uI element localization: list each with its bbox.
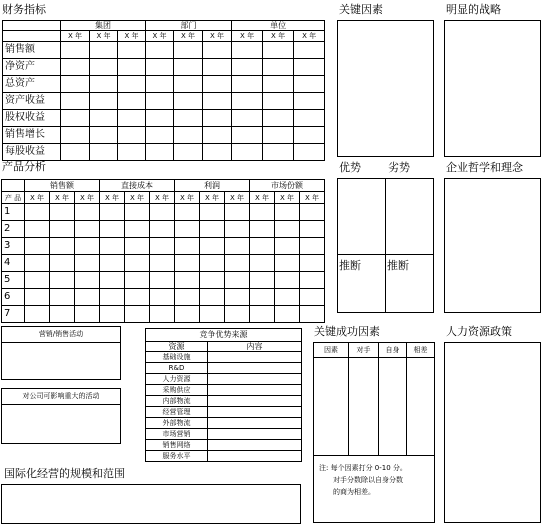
product-cell[interactable] xyxy=(175,306,200,323)
product-cell[interactable] xyxy=(300,221,325,238)
financial-year-header: X 年 xyxy=(174,31,203,42)
philosophy-box[interactable] xyxy=(444,178,541,313)
product-cell[interactable] xyxy=(25,306,50,323)
product-year-header: X 年 xyxy=(300,192,325,204)
hr-title: 人力资源政策 xyxy=(446,325,512,338)
product-cell[interactable] xyxy=(250,221,275,238)
financial-cell[interactable] xyxy=(146,59,174,76)
financial-group-header: 集团 xyxy=(61,21,146,31)
competitive-row xyxy=(146,352,302,363)
ksf-note-1: 注: 每个因素打分 0-10 分。 xyxy=(319,464,407,472)
financial-year-header: X 年 xyxy=(146,31,174,42)
ksf-divider-1 xyxy=(348,343,349,455)
financial-cell[interactable] xyxy=(232,76,263,93)
financial-row-label: 每股收益 xyxy=(3,144,61,161)
product-row-label: 4 xyxy=(2,255,25,272)
product-cell[interactable] xyxy=(225,221,250,238)
product-cell[interactable] xyxy=(75,272,100,289)
product-cell[interactable] xyxy=(175,272,200,289)
competitive-row xyxy=(146,418,302,429)
product-cell[interactable] xyxy=(100,306,125,323)
product-group-header: 市场份额 xyxy=(250,180,325,192)
competitive-resource: 销售网络 xyxy=(146,440,208,451)
financial-cell[interactable] xyxy=(203,127,232,144)
product-cell[interactable] xyxy=(75,238,100,255)
financial-cell[interactable] xyxy=(61,110,90,127)
product-year-header: X 年 xyxy=(250,192,275,204)
financial-cell[interactable] xyxy=(263,59,294,76)
product-cell[interactable] xyxy=(100,221,125,238)
product-cell[interactable] xyxy=(25,238,50,255)
ksf-divider-3 xyxy=(406,343,407,455)
financial-cell[interactable] xyxy=(294,59,325,76)
product-cell[interactable] xyxy=(125,238,150,255)
financial-cell[interactable] xyxy=(203,110,232,127)
financial-cell[interactable] xyxy=(90,42,118,59)
product-cell[interactable] xyxy=(100,289,125,306)
key-factors-title: 关键因素 xyxy=(339,3,383,16)
financial-year-header: X 年 xyxy=(203,31,232,42)
product-row-label: 6 xyxy=(2,289,25,306)
financial-group-header: 部门 xyxy=(146,21,232,31)
marketing-title: 营销/销售活动 xyxy=(38,330,84,338)
ksf-note-2: 对手分数除以自身分数 xyxy=(333,476,403,484)
strategy-title: 明显的战略 xyxy=(446,3,501,16)
activities-title: 对公司可影响重大的活动 xyxy=(22,392,100,400)
product-cell[interactable] xyxy=(100,272,125,289)
ksf-col-diff: 相差 xyxy=(413,346,428,354)
competitive-resource: 服务水平 xyxy=(146,451,208,462)
product-cell[interactable] xyxy=(225,238,250,255)
financial-cell[interactable] xyxy=(294,42,325,59)
financial-row-label: 总资产 xyxy=(3,76,61,93)
product-cell[interactable] xyxy=(225,255,250,272)
competitive-row xyxy=(146,363,302,374)
financial-cell[interactable] xyxy=(118,127,146,144)
weakness-title: 劣势 xyxy=(388,161,410,174)
financial-row-label: 资产收益 xyxy=(3,93,61,110)
competitive-resource: R&D xyxy=(146,363,208,374)
product-year-header: X 年 xyxy=(200,192,225,204)
financial-cell[interactable] xyxy=(263,127,294,144)
product-cell[interactable] xyxy=(300,204,325,221)
product-cell[interactable] xyxy=(50,289,75,306)
competitive-row xyxy=(146,451,302,462)
product-row xyxy=(2,238,325,255)
product-cell[interactable] xyxy=(25,221,50,238)
financial-cell[interactable] xyxy=(118,93,146,110)
product-cell[interactable] xyxy=(275,255,300,272)
product-cell[interactable] xyxy=(125,272,150,289)
financial-cell[interactable] xyxy=(61,144,90,161)
product-group-header: 销售额 xyxy=(25,180,100,192)
product-cell[interactable] xyxy=(50,272,75,289)
product-cell[interactable] xyxy=(200,221,225,238)
financial-year-header: X 年 xyxy=(118,31,146,42)
competitive-content-cell[interactable] xyxy=(208,418,302,429)
competitive-content-cell[interactable] xyxy=(208,429,302,440)
product-cell[interactable] xyxy=(75,255,100,272)
product-row xyxy=(2,289,325,306)
product-cell[interactable] xyxy=(50,255,75,272)
swot-box xyxy=(337,178,434,313)
ksf-note-3: 的商为相差。 xyxy=(333,488,375,496)
ksf-col-factor: 因素 xyxy=(324,346,338,354)
financial-cell[interactable] xyxy=(146,93,174,110)
swot-vertical-divider xyxy=(385,179,386,312)
financial-cell[interactable] xyxy=(294,144,325,161)
financial-year-header: X 年 xyxy=(294,31,325,42)
financial-cell[interactable] xyxy=(146,144,174,161)
financial-cell[interactable] xyxy=(90,93,118,110)
competitive-row xyxy=(146,385,302,396)
product-year-header: X 年 xyxy=(75,192,100,204)
competitive-content-cell[interactable] xyxy=(208,385,302,396)
financial-cell[interactable] xyxy=(174,127,203,144)
financial-cell[interactable] xyxy=(118,76,146,93)
product-cell[interactable] xyxy=(25,272,50,289)
financial-cell[interactable] xyxy=(146,76,174,93)
competitive-table xyxy=(145,328,302,462)
product-cell[interactable] xyxy=(225,272,250,289)
financial-cell[interactable] xyxy=(203,59,232,76)
product-cell[interactable] xyxy=(275,272,300,289)
product-cell[interactable] xyxy=(250,204,275,221)
product-cell[interactable] xyxy=(200,255,225,272)
product-row xyxy=(2,204,325,221)
financial-cell[interactable] xyxy=(174,110,203,127)
product-year-header: X 年 xyxy=(25,192,50,204)
competitive-content-cell[interactable] xyxy=(208,374,302,385)
financial-cell[interactable] xyxy=(90,76,118,93)
financial-corner xyxy=(3,21,61,31)
financial-cell[interactable] xyxy=(203,76,232,93)
product-cell[interactable] xyxy=(225,306,250,323)
financial-cell[interactable] xyxy=(174,76,203,93)
inference-label-2: 推断 xyxy=(387,259,409,272)
product-cell[interactable] xyxy=(275,289,300,306)
activities-box[interactable] xyxy=(1,388,121,444)
competitive-content-cell[interactable] xyxy=(208,440,302,451)
product-cell[interactable] xyxy=(150,255,175,272)
financial-cell[interactable] xyxy=(174,42,203,59)
product-row-label: 5 xyxy=(2,272,25,289)
product-cell[interactable] xyxy=(200,204,225,221)
product-year-header: X 年 xyxy=(125,192,150,204)
product-cell[interactable] xyxy=(125,221,150,238)
ksf-title: 关键成功因素 xyxy=(314,325,380,338)
product-cell[interactable] xyxy=(175,204,200,221)
product-cell[interactable] xyxy=(175,255,200,272)
product-year-header: X 年 xyxy=(50,192,75,204)
product-cell[interactable] xyxy=(100,255,125,272)
product-group-header: 利润 xyxy=(175,180,250,192)
product-cell[interactable] xyxy=(250,306,275,323)
intl-title: 国际化经营的规模和范围 xyxy=(4,467,125,480)
product-cell[interactable] xyxy=(150,204,175,221)
product-cell[interactable] xyxy=(300,289,325,306)
product-cell[interactable] xyxy=(225,204,250,221)
product-cell[interactable] xyxy=(100,238,125,255)
product-cell[interactable] xyxy=(225,289,250,306)
product-cell[interactable] xyxy=(50,204,75,221)
financial-group-header: 单位 xyxy=(232,21,325,31)
financial-row-label: 股权收益 xyxy=(3,110,61,127)
ksf-divider-2 xyxy=(378,343,379,455)
financial-title: 财务指标 xyxy=(2,3,46,16)
financial-cell[interactable] xyxy=(263,93,294,110)
financial-row xyxy=(3,144,325,161)
product-cell[interactable] xyxy=(275,306,300,323)
product-corner-label: 产 品 xyxy=(2,192,25,204)
financial-cell[interactable] xyxy=(294,110,325,127)
product-cell[interactable] xyxy=(300,272,325,289)
product-cell[interactable] xyxy=(75,204,100,221)
product-row xyxy=(2,272,325,289)
product-cell[interactable] xyxy=(75,289,100,306)
financial-cell[interactable] xyxy=(90,110,118,127)
philosophy-title: 企业哲学和理念 xyxy=(446,161,523,174)
product-cell[interactable] xyxy=(150,272,175,289)
product-cell[interactable] xyxy=(50,306,75,323)
product-cell[interactable] xyxy=(150,221,175,238)
product-row-label: 3 xyxy=(2,238,25,255)
product-cell[interactable] xyxy=(150,238,175,255)
competitive-title: 竞争优势来源 xyxy=(146,329,302,342)
product-cell[interactable] xyxy=(125,289,150,306)
financial-cell[interactable] xyxy=(232,59,263,76)
financial-cell[interactable] xyxy=(232,127,263,144)
financial-row-label: 销售额 xyxy=(3,42,61,59)
competitive-resource: 外部物流 xyxy=(146,418,208,429)
product-cell[interactable] xyxy=(275,238,300,255)
competitive-resource: 基础设施 xyxy=(146,352,208,363)
competitive-row xyxy=(146,374,302,385)
financial-cell[interactable] xyxy=(146,110,174,127)
financial-cell[interactable] xyxy=(146,42,174,59)
product-cell[interactable] xyxy=(250,289,275,306)
product-cell[interactable] xyxy=(50,238,75,255)
product-row xyxy=(2,221,325,238)
swot-horizontal-divider xyxy=(338,254,433,255)
product-cell[interactable] xyxy=(75,306,100,323)
financial-row xyxy=(3,110,325,127)
product-cell[interactable] xyxy=(125,306,150,323)
inference-label-1: 推断 xyxy=(339,259,361,272)
product-cell[interactable] xyxy=(200,289,225,306)
financial-cell[interactable] xyxy=(90,127,118,144)
product-corner xyxy=(2,180,25,192)
competitive-col-content: 内容 xyxy=(208,342,302,352)
financial-cell[interactable] xyxy=(232,93,263,110)
product-cell[interactable] xyxy=(25,255,50,272)
marketing-divider xyxy=(2,342,120,343)
strength-title: 优势 xyxy=(339,161,361,174)
competitive-content-cell[interactable] xyxy=(208,352,302,363)
product-cell[interactable] xyxy=(200,272,225,289)
product-cell[interactable] xyxy=(250,255,275,272)
product-year-header: X 年 xyxy=(225,192,250,204)
financial-cell[interactable] xyxy=(61,76,90,93)
product-cell[interactable] xyxy=(300,306,325,323)
competitive-row xyxy=(146,440,302,451)
financial-cell[interactable] xyxy=(174,59,203,76)
product-cell[interactable] xyxy=(150,306,175,323)
financial-cell[interactable] xyxy=(294,76,325,93)
product-year-header: X 年 xyxy=(275,192,300,204)
product-cell[interactable] xyxy=(175,221,200,238)
financial-cell[interactable] xyxy=(61,127,90,144)
key-factors-box[interactable] xyxy=(337,20,434,157)
financial-cell[interactable] xyxy=(203,42,232,59)
financial-cell[interactable] xyxy=(232,144,263,161)
product-cell[interactable] xyxy=(125,204,150,221)
competitive-col-resource: 资源 xyxy=(146,342,208,352)
financial-cell[interactable] xyxy=(174,144,203,161)
financial-cell[interactable] xyxy=(263,76,294,93)
financial-row xyxy=(3,127,325,144)
product-cell[interactable] xyxy=(275,204,300,221)
financial-cell[interactable] xyxy=(61,59,90,76)
product-cell[interactable] xyxy=(275,221,300,238)
competitive-resource: 人力资源 xyxy=(146,374,208,385)
product-cell[interactable] xyxy=(200,238,225,255)
product-cell[interactable] xyxy=(25,204,50,221)
financial-cell[interactable] xyxy=(294,93,325,110)
competitive-row xyxy=(146,407,302,418)
financial-cell[interactable] xyxy=(90,144,118,161)
product-year-header: X 年 xyxy=(100,192,125,204)
financial-row xyxy=(3,76,325,93)
product-year-header: X 年 xyxy=(150,192,175,204)
ksf-box xyxy=(313,342,435,523)
product-cell[interactable] xyxy=(175,289,200,306)
product-row-label: 2 xyxy=(2,221,25,238)
financial-cell[interactable] xyxy=(118,110,146,127)
product-cell[interactable] xyxy=(125,255,150,272)
product-cell[interactable] xyxy=(250,272,275,289)
financial-cell[interactable] xyxy=(263,144,294,161)
financial-year-header: X 年 xyxy=(263,31,294,42)
financial-corner-sub xyxy=(3,31,61,42)
product-cell[interactable] xyxy=(200,306,225,323)
financial-cell[interactable] xyxy=(118,42,146,59)
activities-divider xyxy=(2,404,120,405)
financial-cell[interactable] xyxy=(294,127,325,144)
competitive-content-cell[interactable] xyxy=(208,396,302,407)
competitive-resource: 市场营销 xyxy=(146,429,208,440)
financial-cell[interactable] xyxy=(203,93,232,110)
product-cell[interactable] xyxy=(75,221,100,238)
competitive-resource: 内部物流 xyxy=(146,396,208,407)
hr-box[interactable] xyxy=(444,342,541,523)
financial-cell[interactable] xyxy=(146,127,174,144)
ksf-note-divider xyxy=(314,455,434,456)
financial-cell[interactable] xyxy=(263,42,294,59)
financial-cell[interactable] xyxy=(232,42,263,59)
product-cell[interactable] xyxy=(25,289,50,306)
competitive-resource: 经营管理 xyxy=(146,407,208,418)
financial-row xyxy=(3,42,325,59)
financial-cell[interactable] xyxy=(118,59,146,76)
ksf-col-rival: 对手 xyxy=(356,346,371,354)
financial-cell[interactable] xyxy=(61,42,90,59)
strategy-box[interactable] xyxy=(444,20,541,157)
competitive-content-cell[interactable] xyxy=(208,407,302,418)
product-cell[interactable] xyxy=(175,238,200,255)
financial-year-header: X 年 xyxy=(90,31,118,42)
financial-cell[interactable] xyxy=(263,110,294,127)
financial-row-label: 销售增长 xyxy=(3,127,61,144)
competitive-row xyxy=(146,396,302,407)
product-cell[interactable] xyxy=(250,238,275,255)
product-row-label: 1 xyxy=(2,204,25,221)
product-cell[interactable] xyxy=(150,289,175,306)
product-cell[interactable] xyxy=(100,204,125,221)
product-title: 产品分析 xyxy=(2,160,46,173)
financial-cell[interactable] xyxy=(203,144,232,161)
product-cell[interactable] xyxy=(50,221,75,238)
product-cell[interactable] xyxy=(300,238,325,255)
financial-row-label: 净资产 xyxy=(3,59,61,76)
competitive-row xyxy=(146,429,302,440)
competitive-resource: 采购供应 xyxy=(146,385,208,396)
financial-row xyxy=(3,59,325,76)
financial-year-header: X 年 xyxy=(232,31,263,42)
product-row-label: 7 xyxy=(2,306,25,323)
financial-cell[interactable] xyxy=(90,59,118,76)
financial-row xyxy=(3,93,325,110)
product-group-header: 直接成本 xyxy=(100,180,175,192)
competitive-content-cell[interactable] xyxy=(208,363,302,374)
financial-cell[interactable] xyxy=(232,110,263,127)
product-year-header: X 年 xyxy=(175,192,200,204)
financial-table xyxy=(2,20,325,161)
ksf-col-self: 自身 xyxy=(385,346,400,354)
product-row xyxy=(2,306,325,323)
marketing-box[interactable] xyxy=(1,326,121,380)
financial-cell[interactable] xyxy=(118,144,146,161)
intl-box[interactable] xyxy=(1,484,301,524)
product-table xyxy=(1,179,325,323)
financial-cell[interactable] xyxy=(174,93,203,110)
product-cell[interactable] xyxy=(300,255,325,272)
financial-year-header: X 年 xyxy=(61,31,90,42)
competitive-content-cell[interactable] xyxy=(208,451,302,462)
financial-cell[interactable] xyxy=(61,93,90,110)
product-row xyxy=(2,255,325,272)
